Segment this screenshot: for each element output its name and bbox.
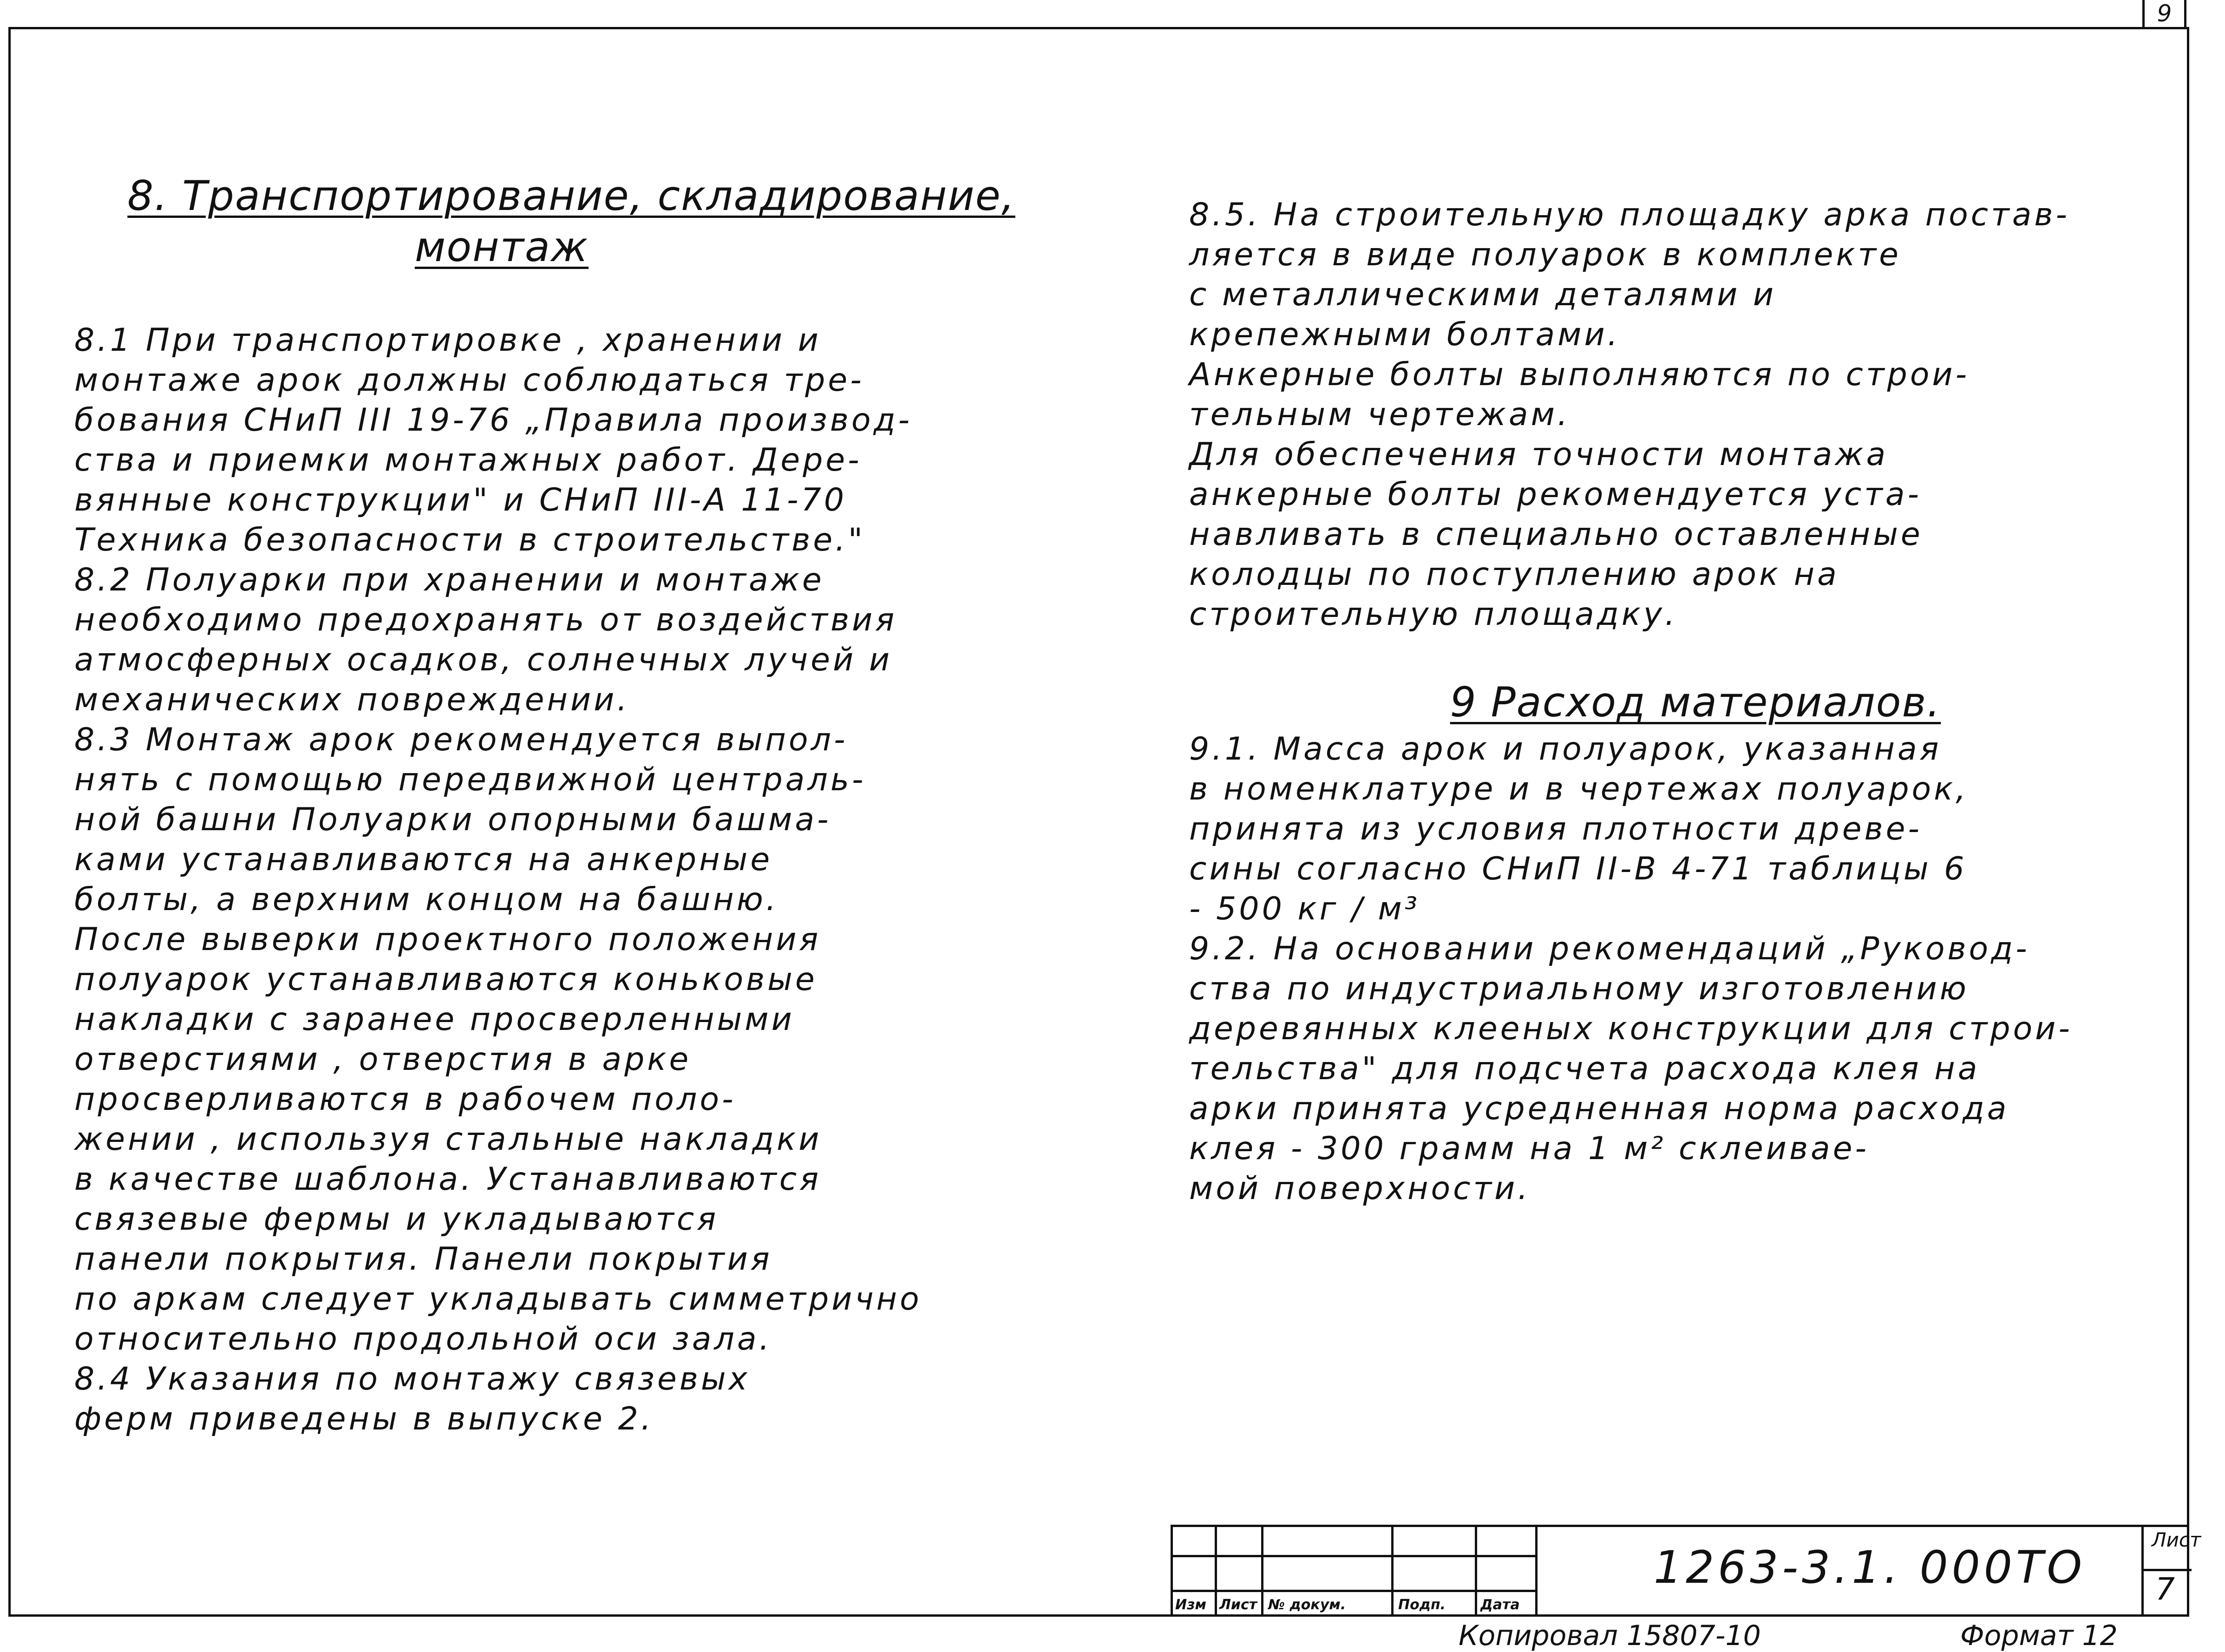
text-line: ства и приемки монтажных работ. Дере- [74,442,862,479]
text-line: с металлическими деталями и [1189,276,1777,313]
text-line: Анкерные болты выполняются по строи- [1189,356,1970,393]
text-line: накладки с заранее просверленными [74,1001,795,1038]
section-8-title-line1: 8. Транспортирование, складирование, [127,172,1015,220]
text-line: необходимо предохранять от воздействия [74,602,897,638]
text-line: в номенклатуре и в чертежах полуарок, [1189,771,1969,807]
text-line: атмосферных осадков, солнечных лучей и [74,642,893,678]
copy-label: Копировал 15807-10 [1459,1619,1761,1652]
sheet-label: Лист [2152,1528,2201,1551]
text-line: монтаже арок должны соблюдаться тре- [74,362,864,399]
text-line: Техника безопасности в строительстве." [74,522,865,558]
format-label: Формат 12 [1960,1619,2118,1652]
left-column-text [74,321,922,1439]
text-line: - 500 кг / м³ [1189,891,1420,927]
col-label-signature: Подп. [1398,1597,1446,1613]
text-line: колодцы по поступлению арок на [1189,556,1839,593]
text-line: в качестве шаблона. Устанавливаются [74,1161,822,1198]
text-line: просверливаются в рабочем поло- [74,1081,736,1118]
text-line: бования СНиП III 19-76 „Правила производ- [74,402,913,439]
text-line: сины согласно СНиП II-В 4-71 таблицы 6 [1189,851,1967,887]
col-label-izm: Изм [1175,1597,1207,1613]
text-line: После выверки проектного положения [74,921,821,958]
text-line: связевые фермы и укладываются [74,1201,719,1238]
text-line: 8.4 Указания по монтажу связевых [74,1361,750,1397]
section-8-title-line2: монтаж [414,223,589,271]
text-line: клея - 300 грамм на 1 м² склеивае- [1189,1130,1870,1167]
text-line: механических повреждении. [74,682,630,718]
text-line: принята из условия плотности древе- [1189,811,1923,847]
text-line: ляется в виде полуарок в комплекте [1189,236,1901,273]
text-line: панели покрытия. Панели покрытия [74,1241,772,1278]
text-line: относительно продольной оси зала. [74,1321,772,1357]
document-code: 1263-3.1. 000ТО [1654,1541,2086,1593]
text-line: вянные конструкции" и СНиП III-А 11-70 [74,482,847,518]
text-line: 8.3 Монтаж арок рекомендуется выпол- [74,721,848,758]
text-line: нять с помощью передвижной централь- [74,761,866,798]
text-line: ками устанавливаются на анкерные [74,841,773,878]
section-9-title: 9 Расход материалов. [1450,678,1941,726]
text-line: ства по индустриальному изготовлению [1189,970,1969,1007]
text-line: 8.1 При транспортировке , хранении и [74,322,821,359]
text-line: ной башни Полуарки опорными башма- [74,801,831,838]
text-line: жении , используя стальные накладки [74,1121,822,1158]
corner-page-number: 9 [2142,0,2186,27]
text-line: мой поверхности. [1189,1170,1531,1207]
text-line: болты, а верхним концом на башню. [74,881,779,918]
text-line: тельным чертежам. [1189,396,1571,433]
text-line: анкерные болты рекомендуется уста- [1189,476,1922,513]
col-label-list: Лист [1219,1597,1257,1613]
text-line: 9.1. Масса арок и полуарок, указанная [1189,731,1942,767]
text-line: Для обеспечения точности монтажа [1189,436,1889,473]
text-line: строительную площадку. [1189,596,1678,633]
col-label-doc-number: № докум. [1268,1597,1346,1613]
text-line: 8.2 Полуарки при хранении и монтаже [74,562,825,598]
text-line: навливать в специально оставленные [1189,516,1923,553]
right-column-8-5-text [1189,195,2070,635]
text-line: 9.2. На основании рекомендаций „Руковод- [1189,931,2030,967]
sheet-number: 7 [2155,1571,2175,1607]
text-line: тельства" для подсчета расхода клея на [1189,1050,1980,1087]
text-line: деревянных клееных конструкции для строи- [1189,1010,2073,1047]
text-line: ферм приведены в выпуске 2. [74,1401,654,1437]
text-line: арки принята усредненная норма расхода [1189,1090,2009,1127]
text-line: крепежными болтами. [1189,316,1621,353]
col-label-date: Дата [1480,1597,1520,1613]
text-line: по аркам следует укладывать симметрично [74,1281,922,1318]
text-line: 8.5. На строительную площадку арка постав- [1189,197,2070,233]
text-line: отверстиями , отверстия в арке [74,1041,692,1078]
right-column-9-text [1189,729,2073,1209]
text-line: полуарок устанавливаются коньковые [74,961,818,998]
